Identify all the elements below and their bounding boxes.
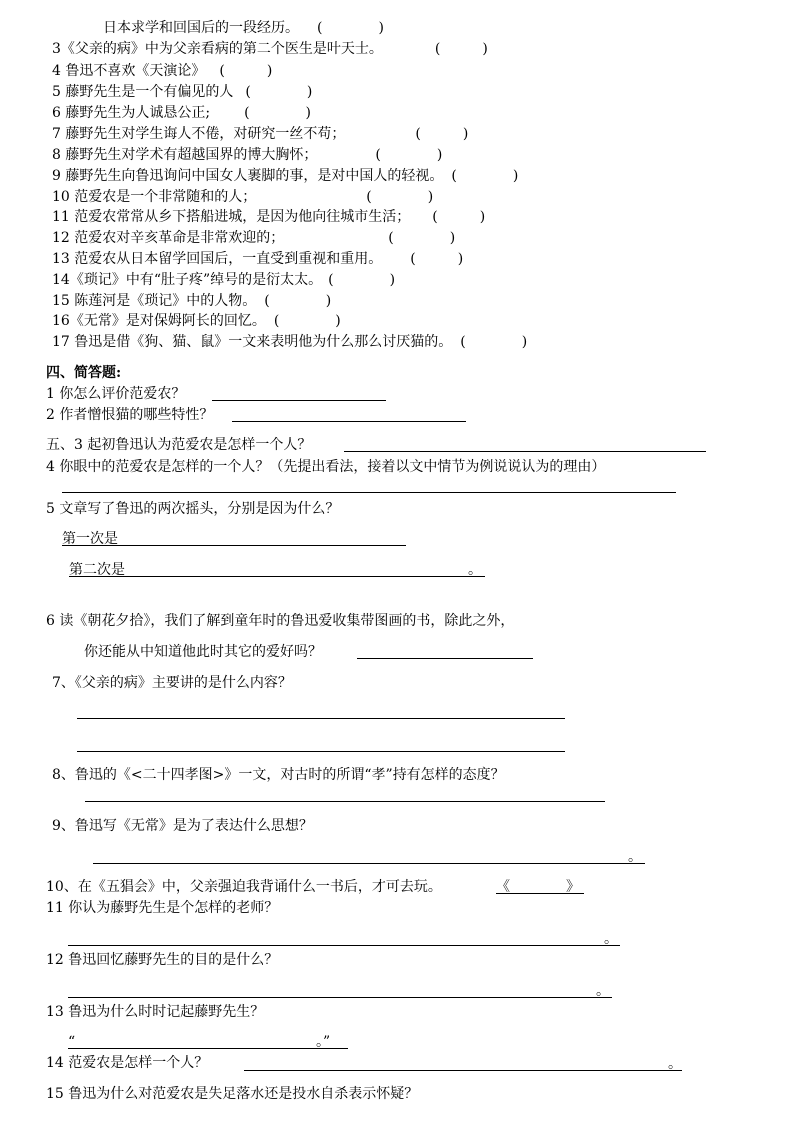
answer-line[interactable]	[68, 945, 620, 946]
answer-line[interactable]	[68, 997, 612, 998]
answer-line[interactable]	[93, 863, 645, 864]
answer-line[interactable]	[62, 492, 676, 493]
tf-item-16: 16《无常》是对保姆阿长的回忆。 ( )	[52, 313, 341, 329]
question-11: 11 你认为藤野先生是个怎样的老师？	[46, 900, 279, 916]
tf-item-15: 15 陈莲河是《琐记》中的人物。 ( )	[52, 293, 332, 309]
question-8: 8、鲁迅的《<二十四孝图>》一文，对古时的所谓“孝”持有怎样的态度？	[52, 767, 505, 783]
tf-item-13: 13 范爱农从日本留学回国后，一直受到重视和重用。 ( )	[52, 251, 464, 267]
answer-paren[interactable]: ( )	[328, 272, 396, 288]
answer-line[interactable]	[244, 1070, 682, 1071]
first-shake-label: 第一次是	[62, 531, 118, 547]
answer-paren[interactable]: ( )	[219, 63, 273, 79]
answer-paren[interactable]: ( )	[415, 126, 469, 142]
tf-item-9: 9 藤野先生向鲁迅询问中国女人裹脚的事，是对中国人的轻视。 ( )	[52, 168, 519, 184]
tf-item-4: 4 鲁迅不喜欢《天演论》 ( )	[52, 63, 273, 79]
question-7: 7、《父亲的病》主要讲的是什么内容？	[52, 675, 292, 691]
question-6: 6 读《朝花夕拾》，我们了解到童年时的鲁迅爱收集带图画的书，除此之外，	[46, 613, 515, 629]
answer-line[interactable]	[68, 1048, 348, 1049]
question-14: 14 范爱农是怎样一个人？	[46, 1055, 209, 1071]
question-9: 9、鲁迅写《无常》是为了表达什么思想？	[52, 818, 313, 834]
tf-item-8: 8 藤野先生对学术有超越国界的博大胸怀； ( )	[52, 147, 443, 163]
question-1: 1 你怎么评价范爱农？	[46, 386, 186, 402]
answer-line[interactable]	[85, 801, 605, 802]
answer-line[interactable]	[357, 658, 533, 659]
tf-item-17: 17 鲁迅是借《狗、猫、鼠》一文来表明他为什么那么讨厌猫的。 ( )	[52, 334, 528, 350]
tf-item-11: 11 范爱农常常从乡下搭船进城，是因为他向往城市生活； ( )	[52, 209, 486, 225]
question-12: 12 鲁迅回忆藤野先生的目的是什么？	[46, 952, 279, 968]
question-6-cont: 你还能从中知道他此时其它的爱好吗？	[84, 644, 322, 660]
answer-paren[interactable]: ( )	[460, 334, 528, 350]
close-quote: 。”	[316, 1034, 331, 1050]
period: 。	[468, 562, 482, 578]
answer-paren[interactable]: ( )	[410, 251, 464, 267]
question-5: 5 文章写了鲁迅的两次摇头，分别是因为什么？	[46, 501, 340, 517]
answer-paren[interactable]: ( )	[245, 84, 313, 100]
question-15: 15 鲁迅为什么对范爱农是失足落水还是投水自杀表示怀疑？	[46, 1086, 419, 1102]
section-heading: 四、简答题:	[46, 365, 122, 381]
answer-underline	[496, 893, 584, 894]
period: 。	[596, 983, 610, 999]
question-3: 五、3 起初鲁迅认为范爱农是怎样一个人？	[46, 437, 312, 453]
answer-paren[interactable]: ( )	[375, 147, 443, 163]
tf-item-6: 6 藤野先生为人诚恳公正; ( )	[52, 105, 312, 121]
tf-item-1: 日本求学和回国后的一段经历。 ( )	[103, 20, 384, 36]
answer-paren[interactable]: ( )	[451, 168, 519, 184]
period: 。	[668, 1056, 682, 1072]
tf-item-7: 7 藤野先生对学生诲人不倦，对研究一丝不苟； ( )	[52, 126, 469, 142]
answer-paren[interactable]: ( )	[432, 209, 486, 225]
answer-paren[interactable]: ( )	[317, 20, 384, 36]
answer-paren[interactable]: ( )	[366, 189, 434, 205]
tf-item-5: 5 藤野先生是一个有偏见的人 ( )	[52, 84, 313, 100]
tf-item-12: 12 范爱农对辛亥革命是非常欢迎的； ( )	[52, 230, 456, 246]
tf-item-3: 3《父亲的病》中为父亲看病的第二个医生是叶天士。 ( )	[52, 41, 488, 57]
tf-item-10: 10 范爱农是一个非常随和的人； ( )	[52, 189, 434, 205]
question-2: 2 作者憎恨猫的哪些特性？	[46, 407, 214, 423]
answer-paren[interactable]: ( )	[388, 230, 456, 246]
answer-line[interactable]	[344, 451, 706, 452]
period: 。	[604, 931, 618, 947]
answer-paren[interactable]: ( )	[244, 105, 312, 121]
question-4: 4 你眼中的范爱农是怎样的一个人？（先提出看法，接着以文中情节为例说说认为的理由）	[46, 459, 606, 475]
answer-paren[interactable]: ( )	[434, 41, 488, 57]
answer-line[interactable]	[77, 751, 565, 752]
second-shake-label: 第二次是	[69, 562, 125, 578]
open-quote: “	[68, 1034, 76, 1050]
answer-blank[interactable]: 《 》	[496, 879, 580, 895]
answer-line[interactable]	[69, 576, 485, 577]
answer-line[interactable]	[62, 545, 406, 546]
question-10: 10、在《五猖会》中，父亲强迫我背诵什么一书后，才可去玩。	[46, 879, 442, 895]
period: 。	[628, 849, 642, 865]
answer-line[interactable]	[212, 400, 386, 401]
question-13: 13 鲁迅为什么时时记起藤野先生？	[46, 1004, 265, 1020]
answer-paren[interactable]: ( )	[264, 293, 332, 309]
tf-item-14: 14《琐记》中有“肚子疼”绰号的是衍太太。 ( )	[52, 272, 396, 288]
answer-line[interactable]	[232, 421, 466, 422]
answer-line[interactable]	[77, 718, 565, 719]
answer-paren[interactable]: ( )	[273, 313, 341, 329]
